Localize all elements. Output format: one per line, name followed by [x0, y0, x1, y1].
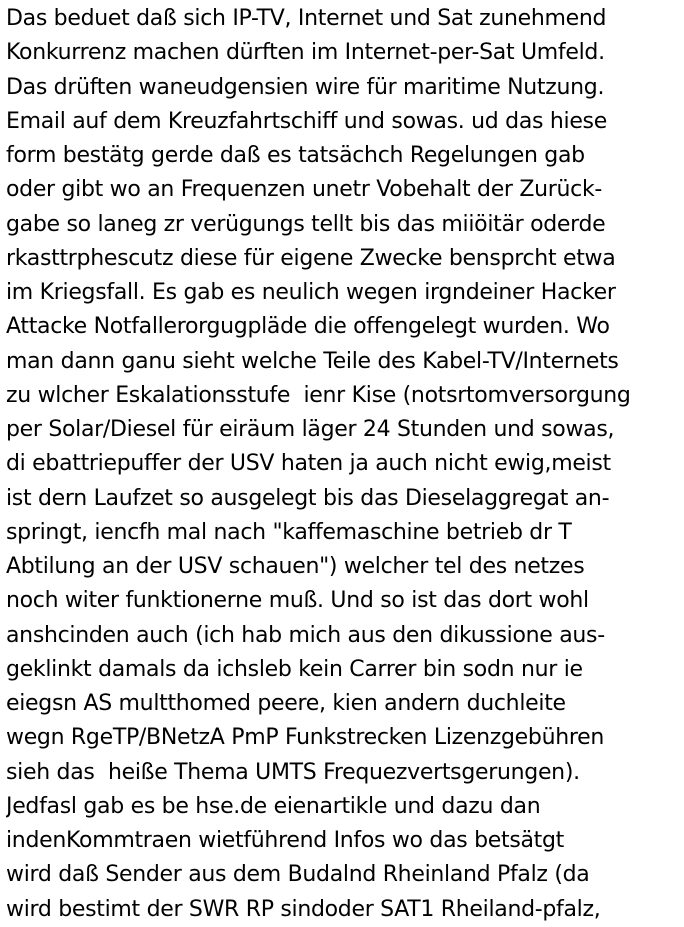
- text-line: wegn RgeTP/BNetzA PmP Funkstrecken Lizenzgebühren: [6, 725, 605, 751]
- text-line: Attacke Notfallerorgugpläde die offengelegt wurden. Wo: [6, 314, 610, 340]
- text-line: form bestätg gerde daß es tatsächch Regelungen gab: [6, 143, 585, 168]
- text-line: di ebattriepuffer der USV haten ja auch nicht ewig,meist: [6, 451, 611, 477]
- text-line: wird daß Sender aus dem Budalnd Rheinland Pfalz (da: [6, 862, 590, 888]
- text-line: sieh das heiße Thema UMTS Frequezvertsgerungen).: [6, 759, 580, 785]
- text-line: wird bestimt der SWR RP sindoder SAT1 Rheiland-pfalz,: [6, 896, 601, 922]
- text-line: gabe so laneg zr verügungs tellt bis das miiöitär oderde: [6, 211, 606, 237]
- text-line: indenKommtraen wietführend Infos wo das betsätgt: [6, 828, 564, 853]
- text-line: man dann ganu sieht welche Teile des Kabel-TV/Internets: [6, 348, 619, 374]
- text-line: eiegsn AS multthomed peere, kien andern duchleite: [6, 691, 566, 716]
- text-line: ist dern Laufzet so ausgelegt bis das Dieselaggregat an-: [6, 485, 610, 511]
- text-line: Abtilung an der USV schauen") welcher tel des netzes: [6, 554, 585, 579]
- text-line: Das drüften waneudgensien wire für maritime Nutzung.: [6, 74, 605, 100]
- text-line: rkasttrphescutz diese für eigene Zwecke bensprcht etwa: [6, 245, 616, 271]
- text-line: Konkurrenz machen dürften im Internet-per-Sat Umfeld.: [6, 40, 605, 66]
- text-line: per Solar/Diesel für eiräum läger 24 Stunden und sowas,: [6, 417, 615, 442]
- text-line: Email auf dem Kreuzfahrtschiff und sowas. ud das hiese: [6, 108, 607, 134]
- text-line: geklinkt damals da ichsleb kein Carrer bin sodn nur ie: [6, 656, 583, 682]
- text-line: im Kriegsfall. Es gab es neulich wegen irgndeiner Hacker: [6, 280, 616, 305]
- text-line: oder gibt wo an Frequenzen unetr Vobehalt der Zurück-: [6, 177, 603, 203]
- text-line: zu wlcher Eskalationsstufe ienr Kise (notsrtomversorgung: [6, 382, 631, 408]
- text-line: springt, iencfh mal nach "kaffemaschine betrieb dr T: [6, 519, 572, 545]
- text-line: Das beduet daß sich IP-TV, Internet und Sat zunehmend: [6, 6, 607, 31]
- text-line: noch witer funktionerne muß. Und so ist das dort wohl: [6, 588, 589, 614]
- text-line: anshcinden auch (ich hab mich aus den dikussione aus-: [6, 622, 605, 648]
- text-line: Jedfasl gab es be hse.de eienartikle und dazu dan: [6, 793, 541, 819]
- document-text: [6, 2, 682, 927]
